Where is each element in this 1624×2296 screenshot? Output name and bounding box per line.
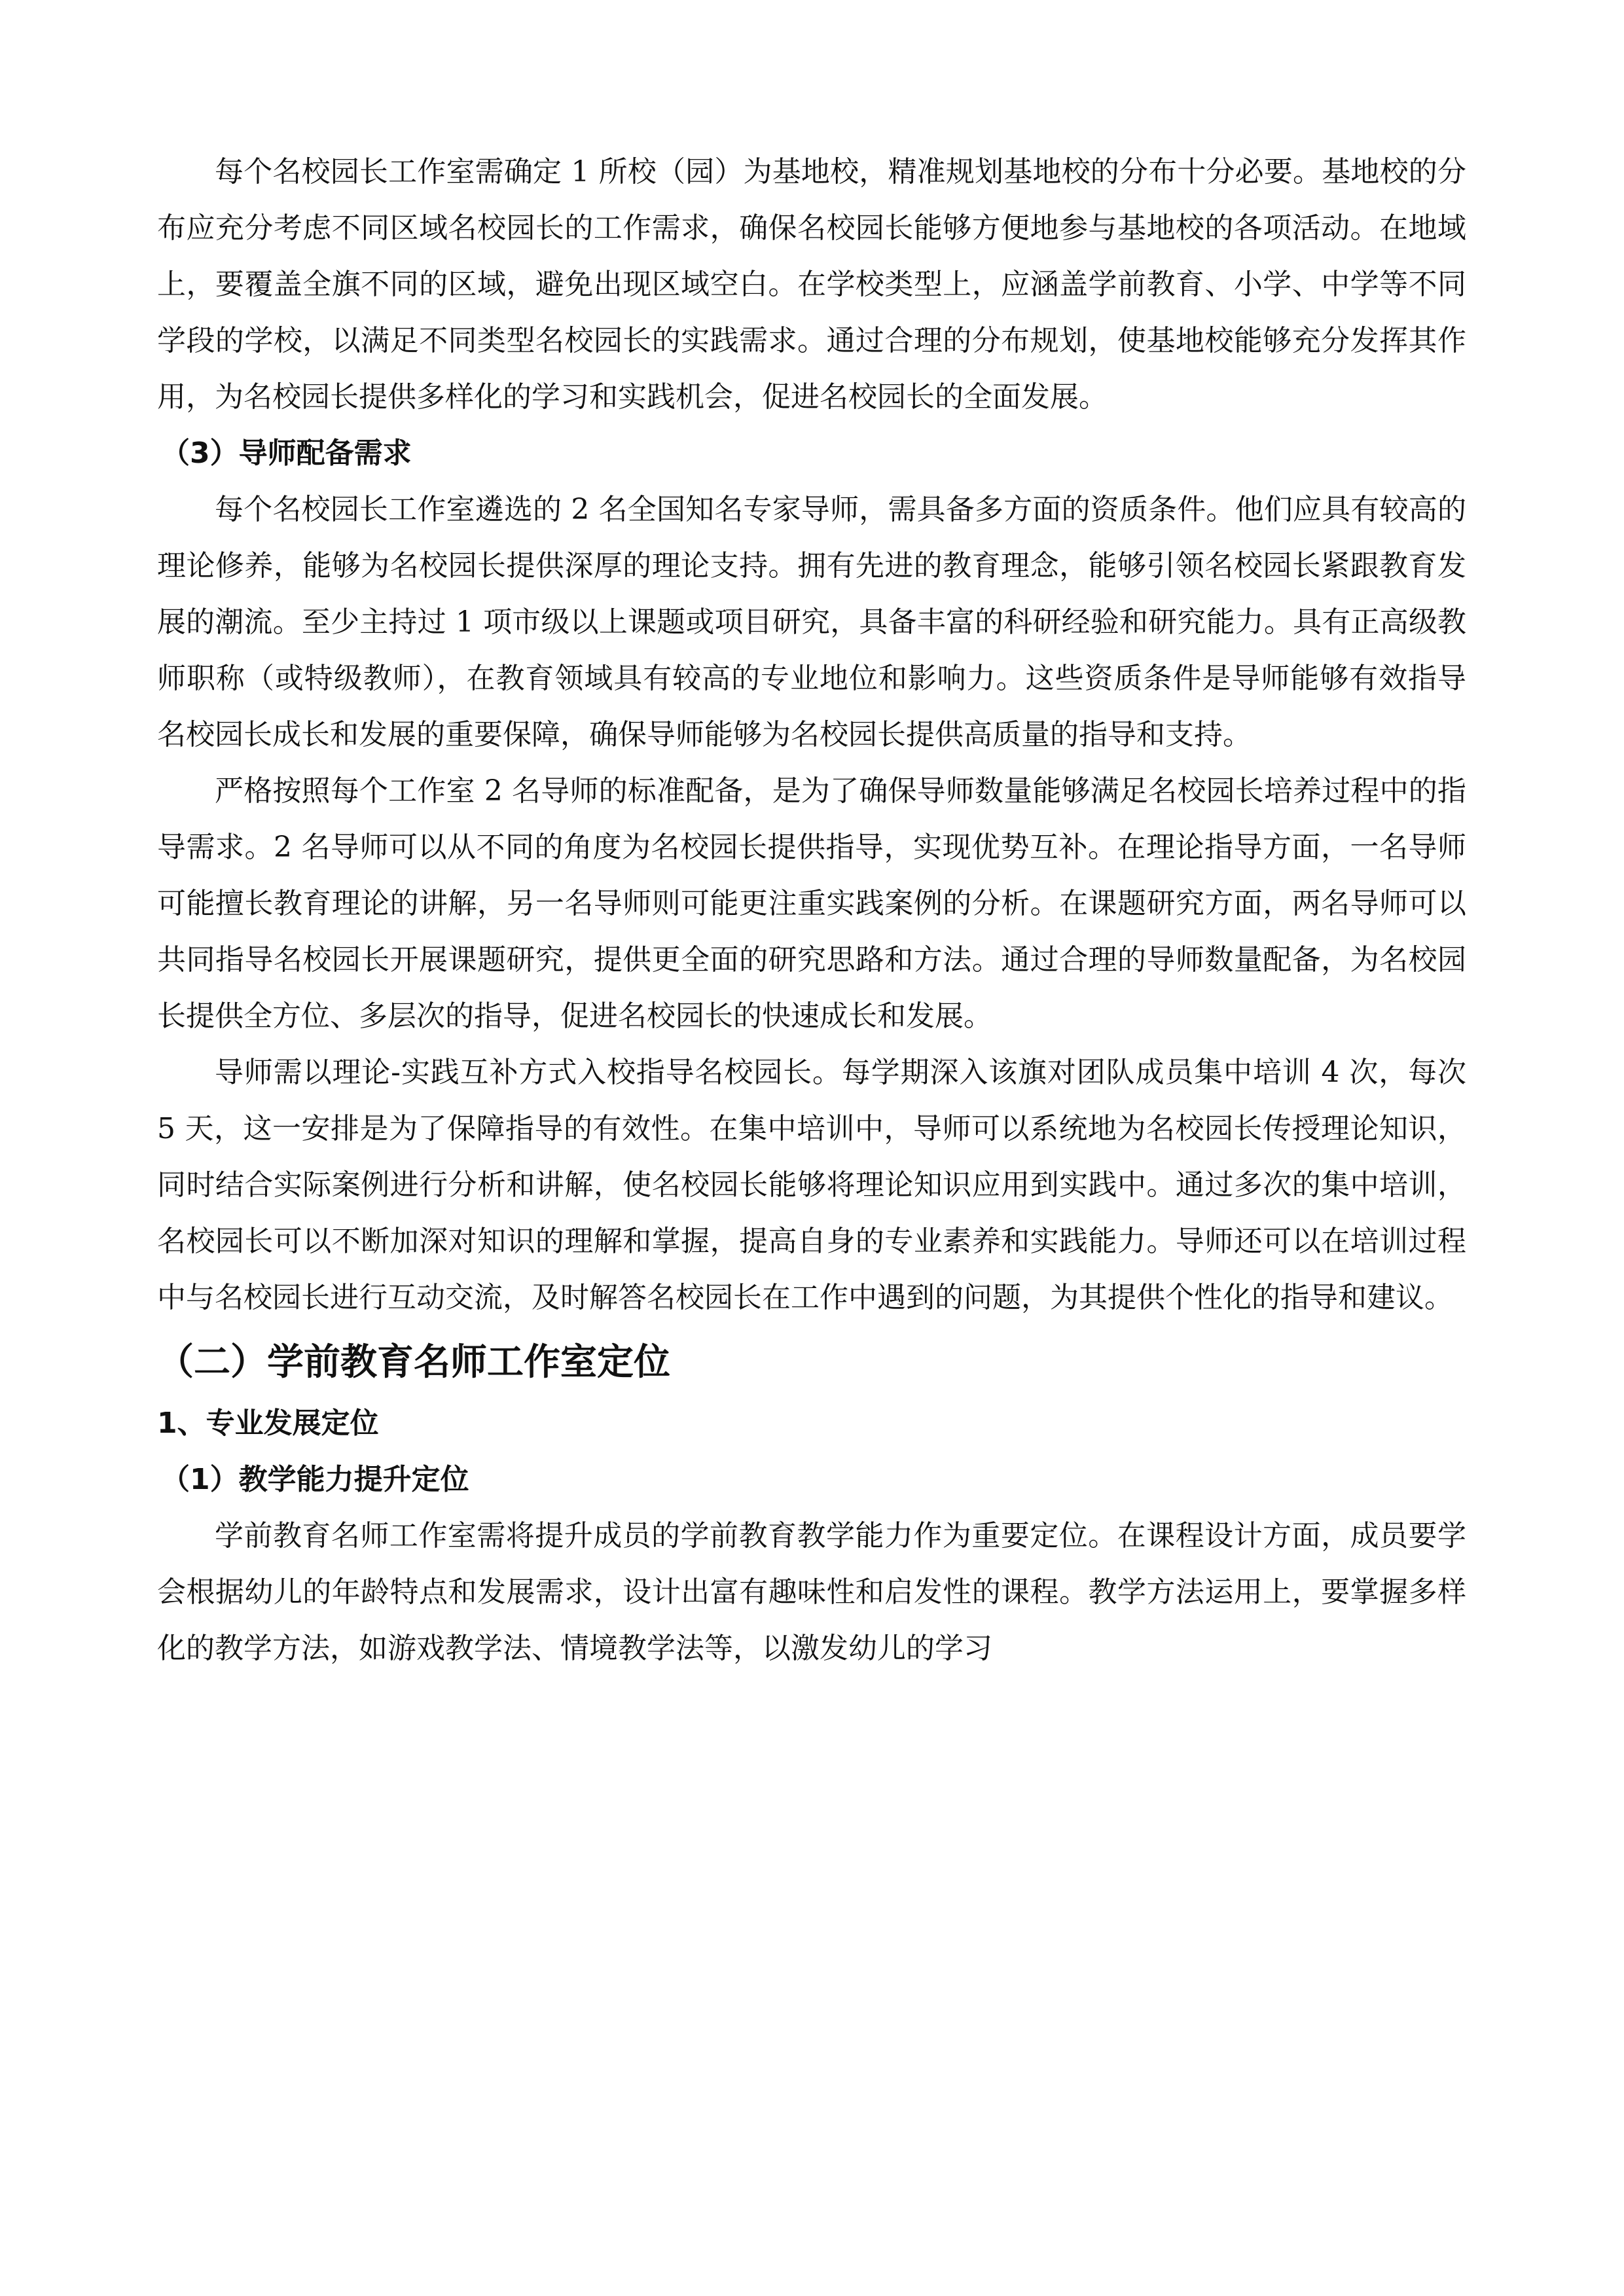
- paragraph-base-school-distribution: 每个名校园长工作室需确定 1 所校（园）为基地校，精准规划基地校的分布十分必要。基地校的分布应充分考虑不同区域名校园长的工作需求，确保名校园长能够方便地参与基地校的各项活动。在地域上，要覆盖全旗不同的区域，避免出现区域空白。在学校类型上，应涵盖学前教育、小学、中学等不同学段的学校，以满足不同类型名校园长的实践需求。通过合理的分布规划，使基地校能够充分发挥其作用，为名校园长提供多样化的学习和实践机会，促进名校园长的全面发展。: [157, 155, 1466, 414]
- paragraph-mentor-qualifications: 每个名校园长工作室遴选的 2 名全国知名专家导师，需具备多方面的资质条件。他们应具有较高的理论修养，能够为名校园长提供深厚的理论支持。拥有先进的教育理念，能够引领名校园长紧跟教育发展的潮流。至少主持过 1 项市级以上课题或项目研究，具备丰富的科研经验和研究能力。具有正高级教师职称（或特级教师），在教育领域具有较高的专业地位和影响力。这些资质条件是导师能够有效指导名校园长成长和发展的重要保障，确保导师能够为名校园长提供高质量的指导和支持。: [157, 493, 1466, 751]
- heading-professional-development: 1、专业发展定位: [157, 1407, 379, 1440]
- heading-teaching-ability: （1）教学能力提升定位: [161, 1463, 469, 1496]
- document-page: [157, 144, 1466, 1677]
- section-heading-preschool-studio: （二）学前教育名师工作室定位: [157, 1341, 670, 1384]
- paragraph-mentor-training: 导师需以理论-实践互补方式入校指导名校园长。每学期深入该旗对团队成员集中培训 4 次，每次 5 天，这一安排是为了保障指导的有效性。在集中培训中，导师可以系统地为名校园长传授理论知识，同时结合实际案例进行分析和讲解，使名校园长能够将理论知识应用到实践中。通过多次的集中培训，名校园长可以不断加深对知识的理解和掌握，提高自身的专业素养和实践能力。导师还可以在培训过程中与名校园长进行互动交流，及时解答名校园长在工作中遇到的问题，为其提供个性化的指导和建议。: [157, 1056, 1466, 1314]
- paragraph-teaching-ability: 学前教育名师工作室需将提升成员的学前教育教学能力作为重要定位。在课程设计方面，成员要学会根据幼儿的年龄特点和发展需求，设计出富有趣味性和启发性的课程。教学方法运用上，要掌握多样化的教学方法，如游戏教学法、情境教学法等，以激发幼儿的学习: [157, 1519, 1466, 1665]
- paragraph-mentor-staffing: 严格按照每个工作室 2 名导师的标准配备，是为了确保导师数量能够满足名校园长培养过程中的指导需求。2 名导师可以从不同的角度为名校园长提供指导，实现优势互补。在理论指导方面，一名导师可能擅长教育理论的讲解，另一名导师则可能更注重实践案例的分析。在课题研究方面，两名导师可以共同指导名校园长开展课题研究，提供更全面的研究思路和方法。通过合理的导师数量配备，为名校园长提供全方位、多层次的指导，促进名校园长的快速成长和发展。: [157, 774, 1466, 1033]
- heading-mentor-requirements: （3）导师配备需求: [161, 437, 412, 470]
